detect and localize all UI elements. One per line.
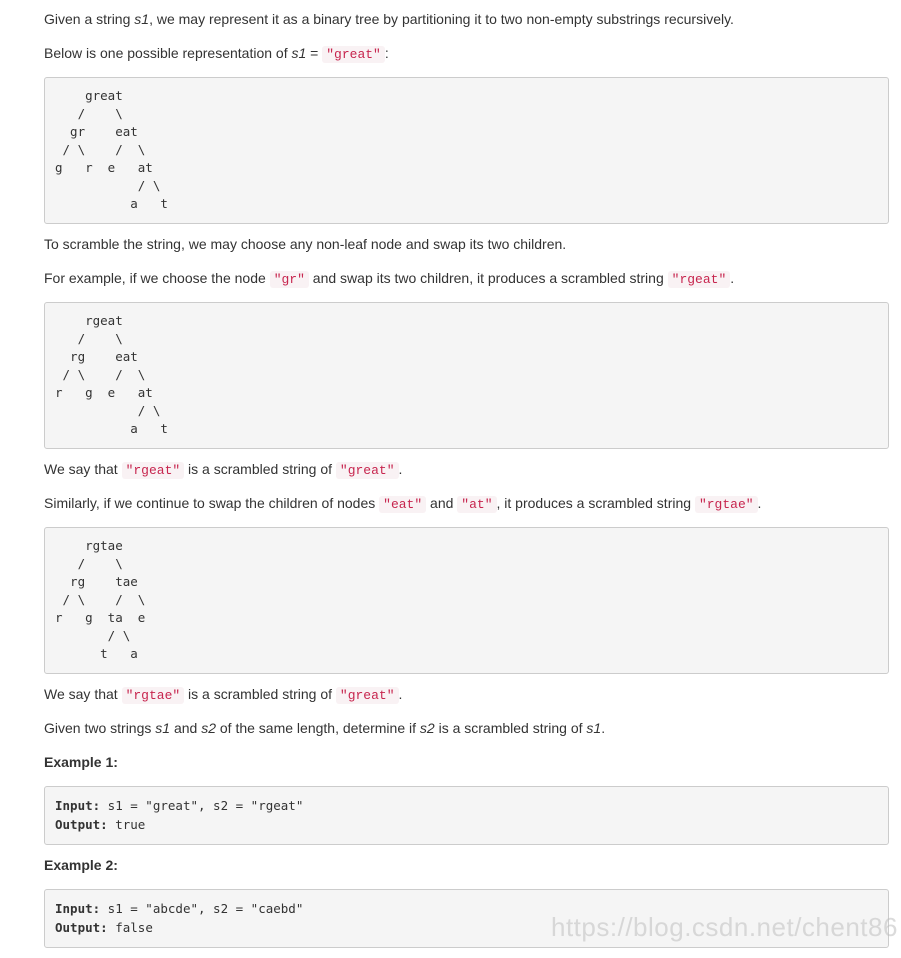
- inline-code: "rgtae": [122, 687, 185, 704]
- text: .: [601, 720, 606, 736]
- intro-paragraph: [44, 9, 734, 29]
- input-label: Input:: [55, 901, 101, 916]
- text: is a scrambled string of: [184, 461, 336, 477]
- text: .: [730, 270, 735, 286]
- input-value: s1 = "abcde", s2 = "caebd": [100, 901, 304, 916]
- inline-code: "rgeat": [668, 271, 731, 288]
- inline-code: "at": [457, 496, 496, 513]
- text: .: [398, 461, 403, 477]
- output-value: false: [107, 920, 153, 935]
- var-s2: s2: [419, 720, 435, 736]
- tree-rgtae: rgtae / \ rg tae / \ / \ r g ta e / \ t a: [44, 527, 889, 674]
- text: .: [398, 686, 403, 702]
- similarly-paragraph: [44, 493, 761, 515]
- text: of the same length, determine if: [216, 720, 420, 736]
- text: and: [426, 495, 458, 511]
- text: .: [757, 495, 762, 511]
- inline-code: "eat": [379, 496, 426, 513]
- input-label: Input:: [55, 798, 101, 813]
- output-value: true: [107, 817, 146, 832]
- watermark: https://blog.csdn.net/chent86: [551, 912, 898, 942]
- example-1-heading: Example 1:: [44, 754, 118, 770]
- text: Similarly, if we continue to swap the children of nodes: [44, 495, 380, 511]
- text: Below is one possible representation of: [44, 45, 292, 61]
- inline-code: "great": [322, 46, 385, 63]
- var-s2: s2: [201, 720, 216, 736]
- var-s1: s1: [155, 720, 171, 736]
- var-s1: s1: [586, 720, 602, 736]
- text: and swap its two children, it produces a scrambled string: [308, 270, 668, 286]
- inline-code: "great": [336, 462, 399, 479]
- scramble-paragraph: To scramble the string, we may choose any non-leaf node and swap its two children.: [44, 236, 567, 252]
- say-rgeat-paragraph: [44, 459, 402, 481]
- text: =: [306, 45, 323, 61]
- var-s1: s1: [291, 45, 307, 61]
- question-paragraph: [44, 718, 605, 738]
- text: is a scrambled string of: [184, 686, 336, 702]
- representation-paragraph: [44, 43, 389, 65]
- var-s1: s1: [134, 11, 150, 27]
- text: , it produces a scrambled string: [496, 495, 695, 511]
- output-label: Output:: [55, 817, 108, 832]
- inline-code: "great": [336, 687, 399, 704]
- tree-rgeat: rgeat / \ rg eat / \ / \ r g e at / \ a t: [44, 302, 889, 449]
- example-swap-paragraph: [44, 268, 734, 290]
- text: We say that: [44, 461, 122, 477]
- example-2-heading: Example 2:: [44, 857, 118, 873]
- inline-code: "rgeat": [122, 462, 185, 479]
- text: is a scrambled string of: [434, 720, 587, 736]
- say-rgtae-paragraph: [44, 684, 402, 706]
- text: , we may represent it as a binary tree by partitioning it to two non-empty substrings recursively.: [149, 11, 734, 27]
- output-label: Output:: [55, 920, 108, 935]
- text: For example, if we choose the node: [44, 270, 270, 286]
- example-1-block: [44, 786, 889, 845]
- text: Given a string: [44, 11, 135, 27]
- tree-great: great / \ gr eat / \ / \ g r e at / \ a t: [44, 77, 889, 224]
- text: :: [384, 45, 389, 61]
- text: We say that: [44, 686, 122, 702]
- inline-code: "gr": [270, 271, 309, 288]
- inline-code: "rgtae": [695, 496, 758, 513]
- input-value: s1 = "great", s2 = "rgeat": [100, 798, 304, 813]
- text: Given two strings: [44, 720, 156, 736]
- text: and: [170, 720, 202, 736]
